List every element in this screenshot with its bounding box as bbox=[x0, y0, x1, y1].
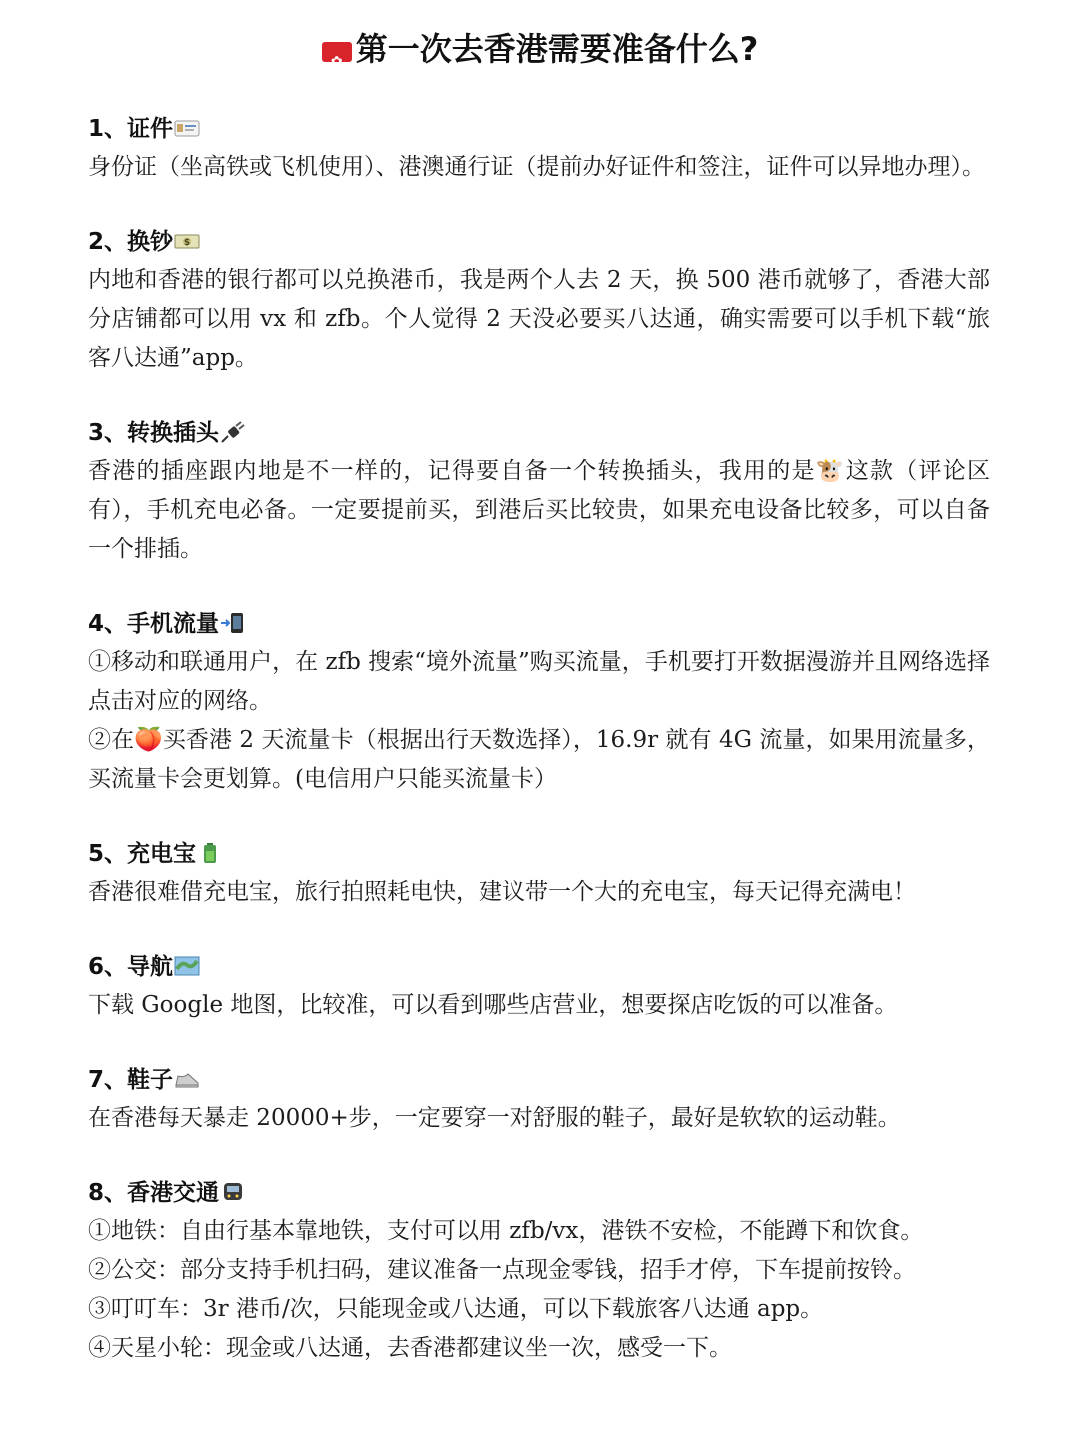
section-paragraph: 下载 Google 地图，比较准，可以看到哪些店营业，想要探店吃饭的可以准备。 bbox=[88, 992, 898, 1018]
section-power-bank bbox=[88, 835, 990, 912]
battery-icon bbox=[197, 842, 223, 864]
section-paragraph: 内地和香港的银行都可以兑换港币，我是两个人去 2 天，换 500 港币就够了，香港大部分店铺都可以用 vx 和 zfb。个人觉得 2 天没必要买八达通，确实需要可以手机下载“旅客八达通”app。 bbox=[88, 267, 990, 371]
metro-icon bbox=[220, 1181, 246, 1203]
hong-kong-flag-icon bbox=[322, 42, 352, 62]
section-heading: 5、充电宝 bbox=[88, 835, 990, 873]
section-paragraph: ②在🍑买香港 2 天流量卡（根据出行天数选择），16.9r 就有 4G 流量，如果用流量多，买流量卡会更划算。(电信用户只能买流量卡） bbox=[88, 727, 990, 792]
section-heading: 2、换钞 $ bbox=[88, 223, 990, 261]
section-heading: 7、鞋子 bbox=[88, 1061, 990, 1099]
svg-text:$: $ bbox=[183, 238, 191, 248]
section-paragraph: ①移动和联通用户，在 zfb 搜索“境外流量”购买流量，手机要打开数据漫游并且网络选择点击对应的网络。 bbox=[88, 649, 990, 714]
section-shoes bbox=[88, 1061, 990, 1138]
section-paragraph: ③叮叮车：3r 港币/次，只能现金或八达通，可以下载旅客八达通 app。 bbox=[88, 1296, 824, 1322]
section-heading: 1、证件 bbox=[88, 110, 990, 148]
section-paragraph: ②公交：部分支持手机扫码，建议准备一点现金零钱，招手才停，下车提前按铃。 bbox=[88, 1257, 916, 1283]
section-data bbox=[88, 605, 990, 799]
section-heading: 8、香港交通 bbox=[88, 1174, 990, 1212]
sneaker-icon bbox=[174, 1068, 200, 1090]
dollar-bill-icon bbox=[174, 230, 200, 252]
section-paragraph: 身份证（坐高铁或飞机使用）、港澳通行证（提前办好证件和签注，证件可以异地办理）。 bbox=[88, 154, 985, 180]
section-paragraph: 在香港每天暴走 20000+步，一定要穿一对舒服的鞋子，最好是软软的运动鞋。 bbox=[88, 1105, 901, 1131]
page-title bbox=[0, 26, 1080, 72]
section-navigation bbox=[88, 948, 990, 1025]
section-currency bbox=[88, 223, 990, 378]
content bbox=[88, 110, 990, 1404]
mobile-phone-icon bbox=[220, 612, 246, 634]
plug-icon bbox=[220, 421, 246, 443]
section-heading: 3、转换插头 bbox=[88, 414, 990, 452]
section-transport bbox=[88, 1174, 990, 1368]
section-heading: 6、导航 bbox=[88, 948, 990, 986]
id-card-icon bbox=[174, 117, 200, 139]
title-text: 第一次去香港需要准备什么? bbox=[355, 30, 759, 68]
section-plug bbox=[88, 414, 990, 569]
section-heading: 4、手机流量 bbox=[88, 605, 990, 643]
map-icon bbox=[174, 955, 200, 977]
section-paragraph: ①地铁：自由行基本靠地铁，支付可以用 zfb/vx，港铁不安检，不能蹲下和饮食。 bbox=[88, 1218, 924, 1244]
section-documents bbox=[88, 110, 990, 187]
section-paragraph: 香港的插座跟内地是不一样的，记得要自备一个转换插头，我用的是🐮这款（评论区有），手机充电必备。一定要提前买，到港后买比较贵，如果充电设备比较多，可以自备一个排插。 bbox=[88, 458, 990, 562]
section-paragraph: 香港很难借充电宝，旅行拍照耗电快，建议带一个大的充电宝，每天记得充满电！ bbox=[88, 879, 916, 905]
section-paragraph: ④天星小轮：现金或八达通，去香港都建议坐一次，感受一下。 bbox=[88, 1335, 732, 1361]
